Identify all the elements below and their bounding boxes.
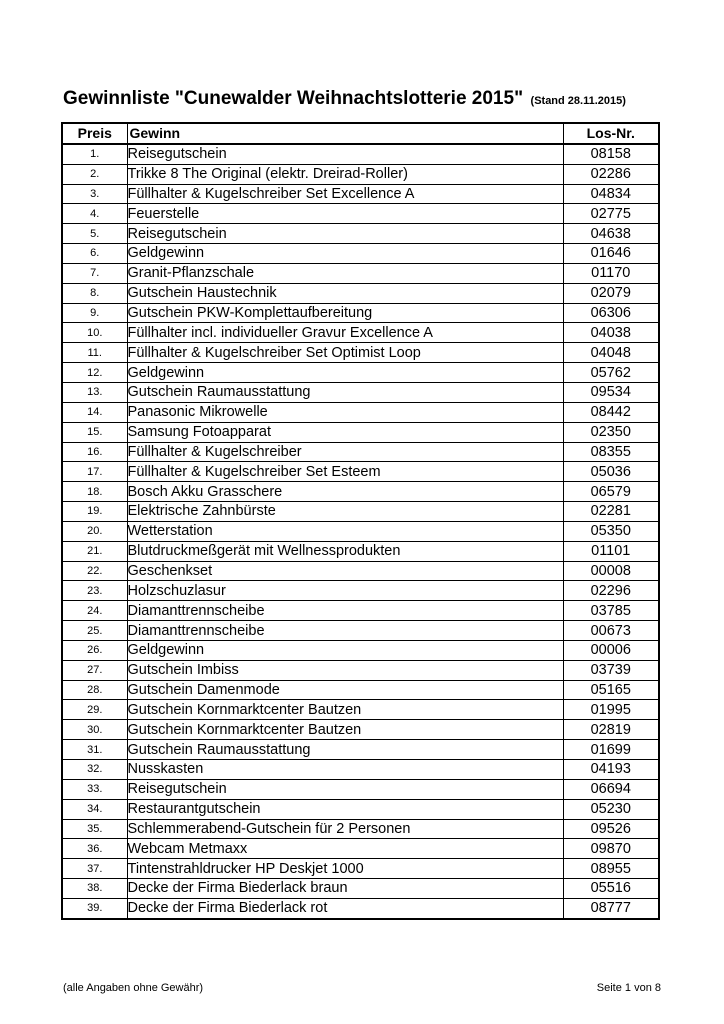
ticket-number: 05036	[563, 462, 659, 482]
ticket-number: 02281	[563, 502, 659, 522]
prize-rank: 17.	[62, 462, 127, 482]
table-row	[62, 859, 659, 879]
ticket-number: 01170	[563, 263, 659, 283]
prize-table	[61, 122, 660, 920]
table-row	[62, 144, 659, 164]
prize-rank: 21.	[62, 541, 127, 561]
column-header-gewinn: Gewinn	[127, 123, 563, 144]
prize-rank: 7.	[62, 263, 127, 283]
ticket-number: 05516	[563, 879, 659, 899]
table-row	[62, 640, 659, 660]
table-row	[62, 204, 659, 224]
prize-rank: 16.	[62, 442, 127, 462]
ticket-number: 08355	[563, 442, 659, 462]
ticket-number: 04638	[563, 224, 659, 244]
prize-name: Samsung Fotoapparat	[127, 422, 563, 442]
ticket-number: 02819	[563, 720, 659, 740]
ticket-number: 09526	[563, 819, 659, 839]
ticket-number: 09534	[563, 382, 659, 402]
prize-name: Decke der Firma Biederlack braun	[127, 879, 563, 899]
prize-name: Gutschein Kornmarktcenter Bautzen	[127, 700, 563, 720]
prize-rank: 14.	[62, 402, 127, 422]
prize-rank: 18.	[62, 482, 127, 502]
table-row	[62, 502, 659, 522]
table-row	[62, 660, 659, 680]
ticket-number: 01646	[563, 244, 659, 264]
ticket-number: 04193	[563, 760, 659, 780]
ticket-number: 03785	[563, 601, 659, 621]
prize-name: Diamanttrennscheibe	[127, 601, 563, 621]
column-header-los-nr: Los-Nr.	[563, 123, 659, 144]
ticket-number: 01101	[563, 541, 659, 561]
prize-rank: 6.	[62, 244, 127, 264]
prize-name: Füllhalter & Kugelschreiber Set Optimist Loop	[127, 343, 563, 363]
prize-rank: 33.	[62, 779, 127, 799]
prize-name: Reisegutschein	[127, 144, 563, 164]
prize-rank: 1.	[62, 144, 127, 164]
prize-name: Geldgewinn	[127, 363, 563, 383]
prize-rank: 12.	[62, 363, 127, 383]
prize-rank: 13.	[62, 382, 127, 402]
prize-name: Tintenstrahldrucker HP Deskjet 1000	[127, 859, 563, 879]
document-title-block	[63, 88, 626, 110]
column-header-preis: Preis	[62, 123, 127, 144]
ticket-number: 05762	[563, 363, 659, 383]
prize-rank: 32.	[62, 760, 127, 780]
prize-rank: 27.	[62, 660, 127, 680]
ticket-number: 02296	[563, 581, 659, 601]
prize-name: Panasonic Mikrowelle	[127, 402, 563, 422]
document-date: (Stand 28.11.2015)	[530, 95, 626, 107]
prize-name: Füllhalter & Kugelschreiber Set Esteem	[127, 462, 563, 482]
table-row	[62, 363, 659, 383]
ticket-number: 02775	[563, 204, 659, 224]
prize-name: Trikke 8 The Original (elektr. Dreirad-Roller)	[127, 164, 563, 184]
prize-name: Füllhalter & Kugelschreiber	[127, 442, 563, 462]
prize-rank: 30.	[62, 720, 127, 740]
prize-name: Feuerstelle	[127, 204, 563, 224]
table-row	[62, 244, 659, 264]
footer-page-number: Seite 1 von 8	[596, 982, 661, 994]
ticket-number: 05350	[563, 521, 659, 541]
prize-name: Nusskasten	[127, 760, 563, 780]
ticket-number: 08158	[563, 144, 659, 164]
prize-rank: 39.	[62, 898, 127, 918]
ticket-number: 01699	[563, 740, 659, 760]
prize-name: Wetterstation	[127, 521, 563, 541]
prize-rank: 20.	[62, 521, 127, 541]
prize-rank: 23.	[62, 581, 127, 601]
table-row	[62, 819, 659, 839]
table-row	[62, 442, 659, 462]
table-row	[62, 382, 659, 402]
table-row	[62, 263, 659, 283]
table-row	[62, 760, 659, 780]
ticket-number: 08777	[563, 898, 659, 918]
ticket-number: 00006	[563, 640, 659, 660]
prize-rank: 34.	[62, 799, 127, 819]
table-row	[62, 541, 659, 561]
table-row	[62, 839, 659, 859]
prize-rank: 38.	[62, 879, 127, 899]
table-row	[62, 323, 659, 343]
prize-name: Füllhalter incl. individueller Gravur Excellence A	[127, 323, 563, 343]
table-row	[62, 601, 659, 621]
prize-rank: 26.	[62, 640, 127, 660]
prize-rank: 31.	[62, 740, 127, 760]
prize-name: Granit-Pflanzschale	[127, 263, 563, 283]
prize-rank: 15.	[62, 422, 127, 442]
prize-name: Reisegutschein	[127, 224, 563, 244]
prize-rank: 25.	[62, 621, 127, 641]
prize-name: Schlemmerabend-Gutschein für 2 Personen	[127, 819, 563, 839]
table-row	[62, 879, 659, 899]
ticket-number: 06694	[563, 779, 659, 799]
prize-rank: 2.	[62, 164, 127, 184]
prize-rank: 10.	[62, 323, 127, 343]
table-row	[62, 740, 659, 760]
prize-name: Webcam Metmaxx	[127, 839, 563, 859]
ticket-number: 09870	[563, 839, 659, 859]
table-row	[62, 720, 659, 740]
prize-name: Elektrische Zahnbürste	[127, 502, 563, 522]
ticket-number: 04048	[563, 343, 659, 363]
prize-rank: 29.	[62, 700, 127, 720]
ticket-number: 01995	[563, 700, 659, 720]
prize-name: Geldgewinn	[127, 640, 563, 660]
table-row	[62, 402, 659, 422]
prize-name: Gutschein PKW-Komplettaufbereitung	[127, 303, 563, 323]
table-row	[62, 521, 659, 541]
prize-name: Gutschein Damenmode	[127, 680, 563, 700]
ticket-number: 05165	[563, 680, 659, 700]
prize-name: Geldgewinn	[127, 244, 563, 264]
footer-disclaimer: (alle Angaben ohne Gewähr)	[63, 982, 204, 994]
prize-rank: 24.	[62, 601, 127, 621]
ticket-number: 06579	[563, 482, 659, 502]
prize-rank: 28.	[62, 680, 127, 700]
prize-name: Bosch Akku Grasschere	[127, 482, 563, 502]
prize-rank: 22.	[62, 561, 127, 581]
table-row	[62, 422, 659, 442]
ticket-number: 04834	[563, 184, 659, 204]
ticket-number: 04038	[563, 323, 659, 343]
ticket-number: 08442	[563, 402, 659, 422]
prize-name: Holzschuzlasur	[127, 581, 563, 601]
table-row	[62, 779, 659, 799]
prize-rank: 3.	[62, 184, 127, 204]
prize-rank: 4.	[62, 204, 127, 224]
prize-name: Geschenkset	[127, 561, 563, 581]
ticket-number: 00673	[563, 621, 659, 641]
ticket-number: 06306	[563, 303, 659, 323]
prize-name: Decke der Firma Biederlack rot	[127, 898, 563, 918]
table-row	[62, 621, 659, 641]
ticket-number: 00008	[563, 561, 659, 581]
prize-name: Blutdruckmeßgerät mit Wellnessprodukten	[127, 541, 563, 561]
table-row	[62, 462, 659, 482]
prize-rank: 35.	[62, 819, 127, 839]
prize-rank: 9.	[62, 303, 127, 323]
prize-name: Reisegutschein	[127, 779, 563, 799]
ticket-number: 08955	[563, 859, 659, 879]
table-header-row	[62, 123, 659, 144]
prize-rank: 36.	[62, 839, 127, 859]
ticket-number: 02286	[563, 164, 659, 184]
ticket-number: 05230	[563, 799, 659, 819]
prize-name: Gutschein Raumausstattung	[127, 382, 563, 402]
ticket-number: 02350	[563, 422, 659, 442]
prize-name: Gutschein Kornmarktcenter Bautzen	[127, 720, 563, 740]
prize-rank: 5.	[62, 224, 127, 244]
document-title: Gewinnliste "Cunewalder Weihnachtslotterie 2015"	[63, 88, 524, 109]
prize-name: Diamanttrennscheibe	[127, 621, 563, 641]
table-row	[62, 343, 659, 363]
table-row	[62, 224, 659, 244]
table-row	[62, 303, 659, 323]
prize-name: Füllhalter & Kugelschreiber Set Excellence A	[127, 184, 563, 204]
table-row	[62, 482, 659, 502]
table-row	[62, 561, 659, 581]
table-row	[62, 283, 659, 303]
prize-table-body	[62, 144, 659, 919]
ticket-number: 02079	[563, 283, 659, 303]
prize-name: Gutschein Imbiss	[127, 660, 563, 680]
table-row	[62, 164, 659, 184]
ticket-number: 03739	[563, 660, 659, 680]
table-row	[62, 680, 659, 700]
prize-rank: 19.	[62, 502, 127, 522]
table-row	[62, 799, 659, 819]
table-row	[62, 581, 659, 601]
prize-name: Gutschein Raumausstattung	[127, 740, 563, 760]
table-row	[62, 700, 659, 720]
prize-name: Restaurantgutschein	[127, 799, 563, 819]
prize-name: Gutschein Haustechnik	[127, 283, 563, 303]
prize-rank: 8.	[62, 283, 127, 303]
table-row	[62, 898, 659, 918]
table-row	[62, 184, 659, 204]
prize-rank: 37.	[62, 859, 127, 879]
prize-rank: 11.	[62, 343, 127, 363]
